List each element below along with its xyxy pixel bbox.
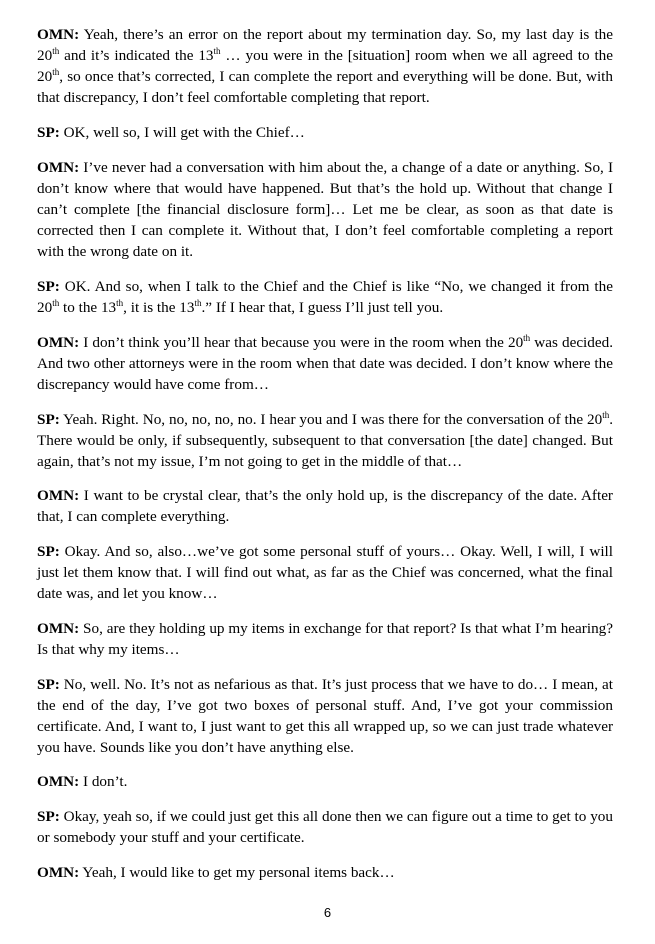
transcript-entry <box>37 24 613 108</box>
ordinal-suffix: th <box>52 297 60 308</box>
speaker-label: OMN: <box>37 864 80 881</box>
dialogue-text: Yeah, there’s an error on the report about my termination day. So, my last day is the 20 <box>37 26 613 64</box>
speaker-label: SP: <box>37 278 60 295</box>
transcript-entry <box>37 409 613 472</box>
dialogue-text: OK, well so, I will get with the Chief… <box>59 124 305 141</box>
transcript-entry <box>37 618 613 660</box>
dialogue-text: I’ve never had a conversation with him about the, a change of a date or anything. So, I don’t know where that would have happened. But that’s the hold up. Without that change I can’t complete [the financial disclosure form]… Let me be clear, as soon as that date is corrected then I can complete it. Without that, I don’t feel comfortable completing a report with the wrong date on it. <box>37 159 613 260</box>
transcript-entry <box>37 276 613 318</box>
transcript-entry <box>37 674 613 758</box>
speaker-label: SP: <box>37 808 60 825</box>
speaker-label: OMN: <box>37 773 80 790</box>
transcript-entry <box>37 771 613 792</box>
dialogue-text: . There would be only, if subsequently, subsequent to that conversation [the date] changed. But again, that’s not my issue, I’m not going to get in the middle of that… <box>37 411 613 470</box>
speaker-label: OMN: <box>37 159 80 176</box>
transcript-entry <box>37 862 613 883</box>
speaker-label: SP: <box>37 411 60 428</box>
speaker-label: OMN: <box>37 26 80 43</box>
ordinal-suffix: th <box>116 297 124 308</box>
dialogue-text: So, are they holding up my items in exchange for that report? Is that what I’m hearing? Is that why my items… <box>37 620 613 658</box>
speaker-label: OMN: <box>37 334 80 351</box>
transcript-entry <box>37 122 613 143</box>
dialogue-text: No, well. No. It’s not as nefarious as that. It’s just process that we have to do… I mean, at the end of the day, I’ve got two boxes of personal stuff. And, I’ve got your commission certificate. And, I want to, I just want to get this all wrapped up, so we can just trade whatever you have. Sounds like you don’t have anything else. <box>37 676 613 756</box>
ordinal-suffix: th <box>213 45 221 56</box>
dialogue-text: Yeah. Right. No, no, no, no, no. I hear you and I was there for the conversation of the 20 <box>59 411 603 428</box>
dialogue-text: and it’s indicated the 13 <box>59 47 214 64</box>
transcript-entry <box>37 485 613 527</box>
speaker-label: SP: <box>37 543 60 560</box>
dialogue-text: … you were in the [situation] room when we all agreed to the 20 <box>37 47 613 85</box>
dialogue-text: , it is the 13 <box>123 299 195 316</box>
ordinal-suffix: th <box>523 332 531 343</box>
transcript-entry <box>37 157 613 262</box>
dialogue-text: I don’t. <box>79 773 128 790</box>
transcript-entry <box>37 541 613 604</box>
speaker-label: SP: <box>37 676 60 693</box>
transcript-entry <box>37 806 613 848</box>
dialogue-text: I want to be crystal clear, that’s the only hold up, is the discrepancy of the date. After that, I can complete everything. <box>37 487 613 525</box>
transcript-entry <box>37 332 613 395</box>
dialogue-text: was decided. And two other attorneys were in the room when that date was decided. I don’t know where the discrepancy would have come from… <box>37 334 614 393</box>
dialogue-text: Okay. And so, also…we’ve got some personal stuff of yours… Okay. Well, I will, I will just let them know that. I will find out what, as far as the Chief was concerned, what the final date was, and let you know… <box>37 543 613 602</box>
dialogue-text: I don’t think you’ll hear that because you were in the room when the 20 <box>79 334 524 351</box>
dialogue-text: .” If I hear that, I guess I’ll just tell you. <box>201 299 444 316</box>
ordinal-suffix: th <box>52 66 60 77</box>
ordinal-suffix: th <box>602 409 610 420</box>
dialogue-text: to the 13 <box>59 299 117 316</box>
speaker-label: OMN: <box>37 487 80 504</box>
dialogue-text: OK. And so, when I talk to the Chief and the Chief is like “No, we changed it from the 20 <box>37 278 613 316</box>
ordinal-suffix: th <box>194 297 202 308</box>
page-number: 6 <box>323 905 332 920</box>
dialogue-text: , so once that’s corrected, I can complete the report and everything will be done. But, with that discrepancy, I don’t feel comfortable completing that report. <box>37 68 613 106</box>
speaker-label: OMN: <box>37 620 80 637</box>
ordinal-suffix: th <box>52 45 60 56</box>
dialogue-text: Yeah, I would like to get my personal items back… <box>79 864 395 881</box>
dialogue-text: Okay, yeah so, if we could just get this all done then we can figure out a time to get to you or somebody your stuff and your certificate. <box>37 808 613 846</box>
speaker-label: SP: <box>37 124 60 141</box>
